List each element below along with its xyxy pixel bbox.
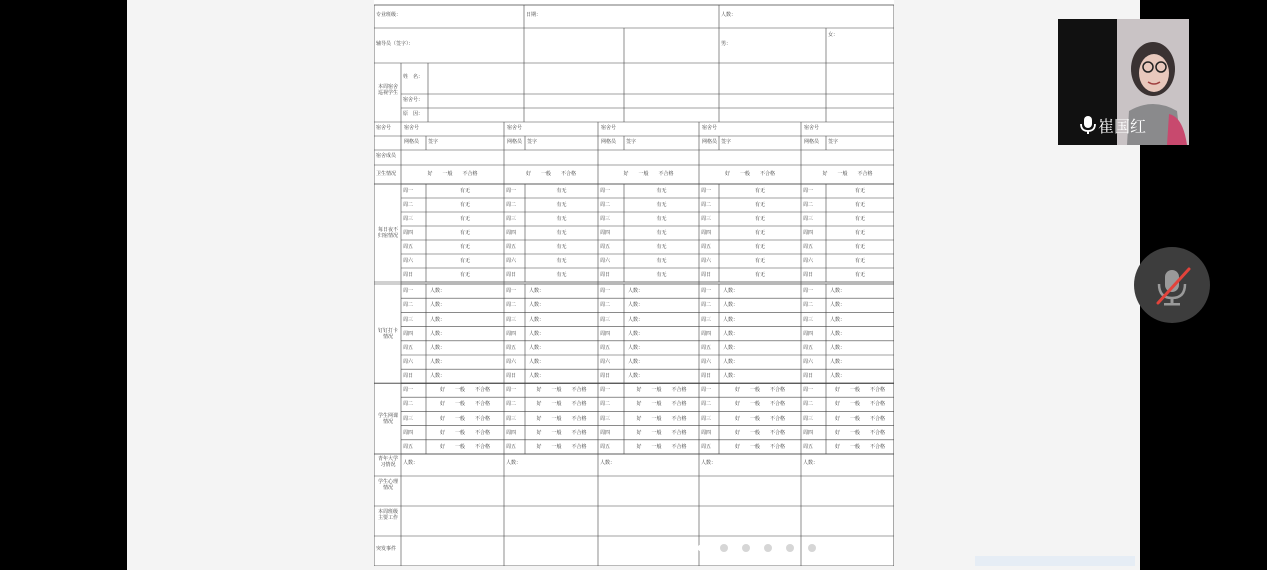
day-value: 有无 [854,244,865,250]
weekday-label: 周五 [600,443,611,450]
day-value: 有无 [754,216,765,222]
day-value: 有无 [754,202,765,208]
day-value: 人数： [723,373,739,380]
weekday-label: 周六 [600,258,611,264]
weekday-label: 周二 [701,401,712,408]
day-value: 人数： [529,316,545,323]
weekday-label: 周四 [600,230,611,236]
day-value: 好 一般 不合格 [439,387,490,394]
week-monitor-label: 本周宿舍巡视学生 [377,84,398,96]
day-value: 有无 [556,216,567,222]
day-value: 有无 [656,188,667,194]
weekday-label: 周五 [506,443,517,450]
weekday-label: 周五 [403,443,414,450]
dorm-no-label: 宿舍号 [404,125,420,131]
weekday-label: 周日 [506,373,517,380]
weekly-work-label: 本周班级主要工作 [377,509,398,521]
weekday-label: 周二 [701,302,712,309]
weekday-label: 周六 [803,359,814,366]
day-value: 有无 [656,272,667,278]
online-study-label: 学生网课情况 [377,412,398,425]
weekday-label: 周五 [506,344,517,351]
page-dot[interactable] [786,544,794,552]
day-value: 好 一般 不合格 [636,415,687,422]
weekday-label: 周四 [803,230,814,236]
day-value: 人数： [723,359,739,366]
day-value: 人数： [723,330,739,337]
weekday-label: 周五 [403,344,414,351]
weekday-label: 周四 [600,330,611,337]
date-label: 日期： [526,12,542,18]
day-value: 有无 [754,272,765,278]
youth-study-count: 人数： [701,460,717,466]
day-value: 好 一般 不合格 [536,415,587,422]
weekday-label: 周三 [506,316,517,323]
weekday-label: 周三 [701,415,712,422]
microphone-icon [1080,115,1096,135]
inspector-label: 网格员 [507,139,523,145]
hygiene-label: 卫生情况 [376,171,397,177]
weekday-label: 周六 [701,258,712,264]
day-value: 人数： [529,344,545,351]
day-value: 人数： [430,330,446,337]
weekday-label: 周五 [803,344,814,351]
inspector-label: 网格员 [601,139,617,145]
mic-muted-icon [1134,247,1210,323]
day-value: 人数： [529,288,545,295]
day-value: 有无 [754,244,765,250]
weekday-label: 周四 [506,429,517,436]
weekday-label: 周四 [803,330,814,337]
day-value: 有无 [459,188,470,194]
day-value: 有无 [854,216,865,222]
weekday-label: 周六 [403,359,414,366]
weekday-label: 周一 [803,188,814,194]
day-value: 好 一般 不合格 [536,429,587,436]
day-value: 有无 [854,188,865,194]
participant-name-label: 崔国红 [1098,117,1147,136]
weekday-label: 周三 [803,316,814,323]
participant-name [1080,114,1146,137]
day-value: 人数： [723,344,739,351]
day-value: 有无 [459,230,470,236]
day-value: 人数： [529,373,545,380]
day-value: 有无 [556,202,567,208]
hygiene-options: 好 一般 不合格 [822,171,873,177]
weekday-label: 周日 [701,373,712,380]
weekday-label: 周五 [403,244,414,250]
day-value: 人数： [628,330,644,337]
weekday-label: 周日 [701,272,712,278]
day-value: 好 一般 不合格 [536,401,587,408]
weekday-label: 周六 [403,258,414,264]
day-value: 有无 [556,272,567,278]
weekday-label: 周三 [600,415,611,422]
weekday-label: 周三 [600,216,611,222]
weekday-label: 周二 [803,401,814,408]
weekday-label: 周一 [701,387,712,394]
day-value: 有无 [556,230,567,236]
hygiene-options: 好 一般 不合格 [623,171,674,177]
day-value: 人数： [430,288,446,295]
day-value: 有无 [754,258,765,264]
weekday-label: 周四 [701,230,712,236]
weekday-label: 周一 [803,288,814,295]
weekday-label: 周四 [803,429,814,436]
weekday-label: 周一 [403,288,414,295]
page-indicator[interactable] [698,537,830,556]
weekday-label: 周五 [600,344,611,351]
weekday-label: 周日 [803,272,814,278]
day-value: 好 一般 不合格 [734,429,785,436]
reason-field-label: 原 因： [403,111,424,117]
weekday-label: 周三 [701,216,712,222]
weekday-label: 周三 [403,316,414,323]
weekday-label: 周二 [803,302,814,309]
day-value: 好 一般 不合格 [734,415,785,422]
weekday-label: 周二 [403,202,414,208]
weekday-label: 周一 [701,288,712,295]
weekday-label: 周六 [701,359,712,366]
day-value: 人数： [830,330,846,337]
weekday-label: 周一 [403,387,414,394]
weekday-label: 周一 [600,188,611,194]
weekday-label: 周二 [506,202,517,208]
taskbar-hint [975,556,1135,566]
weekday-label: 周二 [506,401,517,408]
day-value: 人数： [628,302,644,309]
weekday-label: 周日 [506,272,517,278]
participant-video[interactable] [1058,19,1189,145]
day-value: 人数： [529,330,545,337]
weekday-label: 周二 [600,302,611,309]
page-dot[interactable] [764,544,772,552]
weekday-label: 周三 [506,415,517,422]
day-value: 好 一般 不合格 [834,429,885,436]
dorm-no-label: 宿舍号 [601,125,617,131]
day-value: 人数： [830,288,846,295]
day-value: 好 一般 不合格 [734,401,785,408]
weekday-label: 周四 [506,230,517,236]
day-value: 有无 [656,216,667,222]
psych-label: 学生心理情况 [377,479,398,491]
night-absence-label: 每日夜不归宿情况 [377,227,398,239]
day-value: 有无 [754,188,765,194]
hygiene-options: 好 一般 不合格 [724,171,775,177]
dorm-no-label: 宿舍号 [376,125,392,131]
day-value: 人数： [723,316,739,323]
signature-label: 签字 [721,139,732,145]
day-value: 好 一般 不合格 [439,443,490,450]
day-value: 好 一般 不合格 [834,401,885,408]
page-dot[interactable] [720,544,728,552]
youth-study-count: 人数： [600,460,616,466]
page-dot[interactable] [808,544,816,552]
weekday-label: 周一 [403,188,414,194]
weekday-label: 周一 [506,387,517,394]
dorm-member-label: 宿舍成员 [376,153,397,159]
weekday-label: 周二 [506,302,517,309]
signature-label: 签字 [428,139,439,145]
weekday-label: 周日 [600,373,611,380]
day-value: 有无 [459,202,470,208]
hygiene-options: 好 一般 不合格 [525,171,576,177]
day-value: 有无 [556,188,567,194]
shared-screen [127,0,1140,570]
page-dot[interactable] [742,544,750,552]
mute-button[interactable] [1134,247,1210,323]
major-class-label: 专业班级： [376,12,402,18]
class-report-form [374,0,894,566]
dorm-no-field-label: 宿舍号： [403,97,424,103]
weekday-label: 周一 [600,288,611,295]
weekday-label: 周六 [506,359,517,366]
weekday-label: 周四 [600,429,611,436]
day-value: 人数： [830,373,846,380]
inspector-label: 网格员 [804,139,820,145]
day-value: 人数： [628,344,644,351]
page-dot[interactable] [698,544,706,552]
name-field-label: 姓 名： [403,74,424,80]
day-value: 人数： [628,373,644,380]
weekday-label: 周五 [600,244,611,250]
day-value: 有无 [854,258,865,264]
day-value: 人数： [430,359,446,366]
weekday-label: 周日 [403,373,414,380]
incident-label: 突发事件 [376,546,397,552]
day-value: 有无 [656,244,667,250]
weekday-label: 周一 [701,188,712,194]
day-value: 好 一般 不合格 [439,429,490,436]
day-value: 人数： [830,302,846,309]
day-value: 人数： [430,316,446,323]
day-value: 好 一般 不合格 [834,415,885,422]
youth-study-count: 人数： [506,460,522,466]
weekday-label: 周五 [803,443,814,450]
day-value: 好 一般 不合格 [734,443,785,450]
checkin-label: 钉钉打卡情况 [377,327,398,340]
day-value: 人数： [830,316,846,323]
signature-label: 签字 [527,139,538,145]
day-value: 人数： [430,344,446,351]
weekday-label: 周五 [701,244,712,250]
weekday-label: 周四 [701,330,712,337]
weekday-label: 周五 [506,244,517,250]
weekday-label: 周五 [803,244,814,250]
day-value: 有无 [854,202,865,208]
day-value: 有无 [656,202,667,208]
day-value: 好 一般 不合格 [734,387,785,394]
signature-label: 签字 [626,139,637,145]
day-value: 人数： [628,288,644,295]
weekday-label: 周四 [403,330,414,337]
day-value: 好 一般 不合格 [636,387,687,394]
weekday-label: 周四 [701,429,712,436]
day-value: 人数： [529,302,545,309]
day-value: 人数： [723,288,739,295]
day-value: 好 一般 不合格 [834,387,885,394]
youth-study-count: 人数： [403,460,419,466]
dorm-no-label: 宿舍号 [804,125,820,131]
inspector-label: 网格员 [404,139,420,145]
weekday-label: 周六 [506,258,517,264]
form-grid [374,0,894,566]
hygiene-options: 好 一般 不合格 [427,171,478,177]
day-value: 有无 [459,272,470,278]
dorm-no-label: 宿舍号 [507,125,523,131]
day-value: 人数： [830,344,846,351]
weekday-label: 周日 [600,272,611,278]
count-label: 人数： [721,12,737,18]
weekday-label: 周日 [403,272,414,278]
day-value: 有无 [556,258,567,264]
day-value: 人数： [628,359,644,366]
weekday-label: 周三 [803,216,814,222]
day-value: 人数： [529,359,545,366]
weekday-label: 周三 [803,415,814,422]
day-value: 人数： [430,373,446,380]
day-value: 好 一般 不合格 [439,415,490,422]
weekday-label: 周四 [403,230,414,236]
day-value: 好 一般 不合格 [834,443,885,450]
day-value: 好 一般 不合格 [636,443,687,450]
day-value: 人数： [430,302,446,309]
day-value: 人数： [723,302,739,309]
youth-study-label: 青年大学习情况 [377,456,398,468]
female-label: 女： [828,32,839,38]
male-label: 男： [721,41,732,47]
counselor-label: 辅导员（签字）： [376,41,414,47]
weekday-label: 周一 [506,288,517,295]
weekday-label: 周二 [600,202,611,208]
weekday-label: 周二 [803,202,814,208]
day-value: 有无 [459,216,470,222]
day-value: 有无 [459,244,470,250]
weekday-label: 周三 [403,415,414,422]
day-value: 有无 [459,258,470,264]
weekday-label: 周日 [803,373,814,380]
weekday-label: 周一 [506,188,517,194]
day-value: 有无 [656,258,667,264]
weekday-label: 周五 [701,344,712,351]
weekday-label: 周二 [403,401,414,408]
day-value: 人数： [830,359,846,366]
day-value: 有无 [656,230,667,236]
weekday-label: 周三 [506,216,517,222]
signature-label: 签字 [828,139,839,145]
weekday-label: 周六 [600,359,611,366]
weekday-label: 周三 [403,216,414,222]
inspector-label: 网格员 [702,139,718,145]
day-value: 好 一般 不合格 [636,401,687,408]
weekday-label: 周二 [403,302,414,309]
dorm-no-label: 宿舍号 [702,125,718,131]
day-value: 好 一般 不合格 [636,429,687,436]
weekday-label: 周四 [403,429,414,436]
day-value: 有无 [556,244,567,250]
weekday-label: 周二 [701,202,712,208]
weekday-label: 周三 [600,316,611,323]
day-value: 有无 [854,230,865,236]
day-value: 好 一般 不合格 [439,401,490,408]
weekday-label: 周三 [701,316,712,323]
day-value: 好 一般 不合格 [536,387,587,394]
day-value: 有无 [854,272,865,278]
youth-study-count: 人数： [803,460,819,466]
weekday-label: 周一 [600,387,611,394]
day-value: 好 一般 不合格 [536,443,587,450]
weekday-label: 周四 [506,330,517,337]
weekday-label: 周二 [600,401,611,408]
day-value: 有无 [754,230,765,236]
weekday-label: 周五 [701,443,712,450]
day-value: 人数： [628,316,644,323]
weekday-label: 周一 [803,387,814,394]
weekday-label: 周六 [803,258,814,264]
